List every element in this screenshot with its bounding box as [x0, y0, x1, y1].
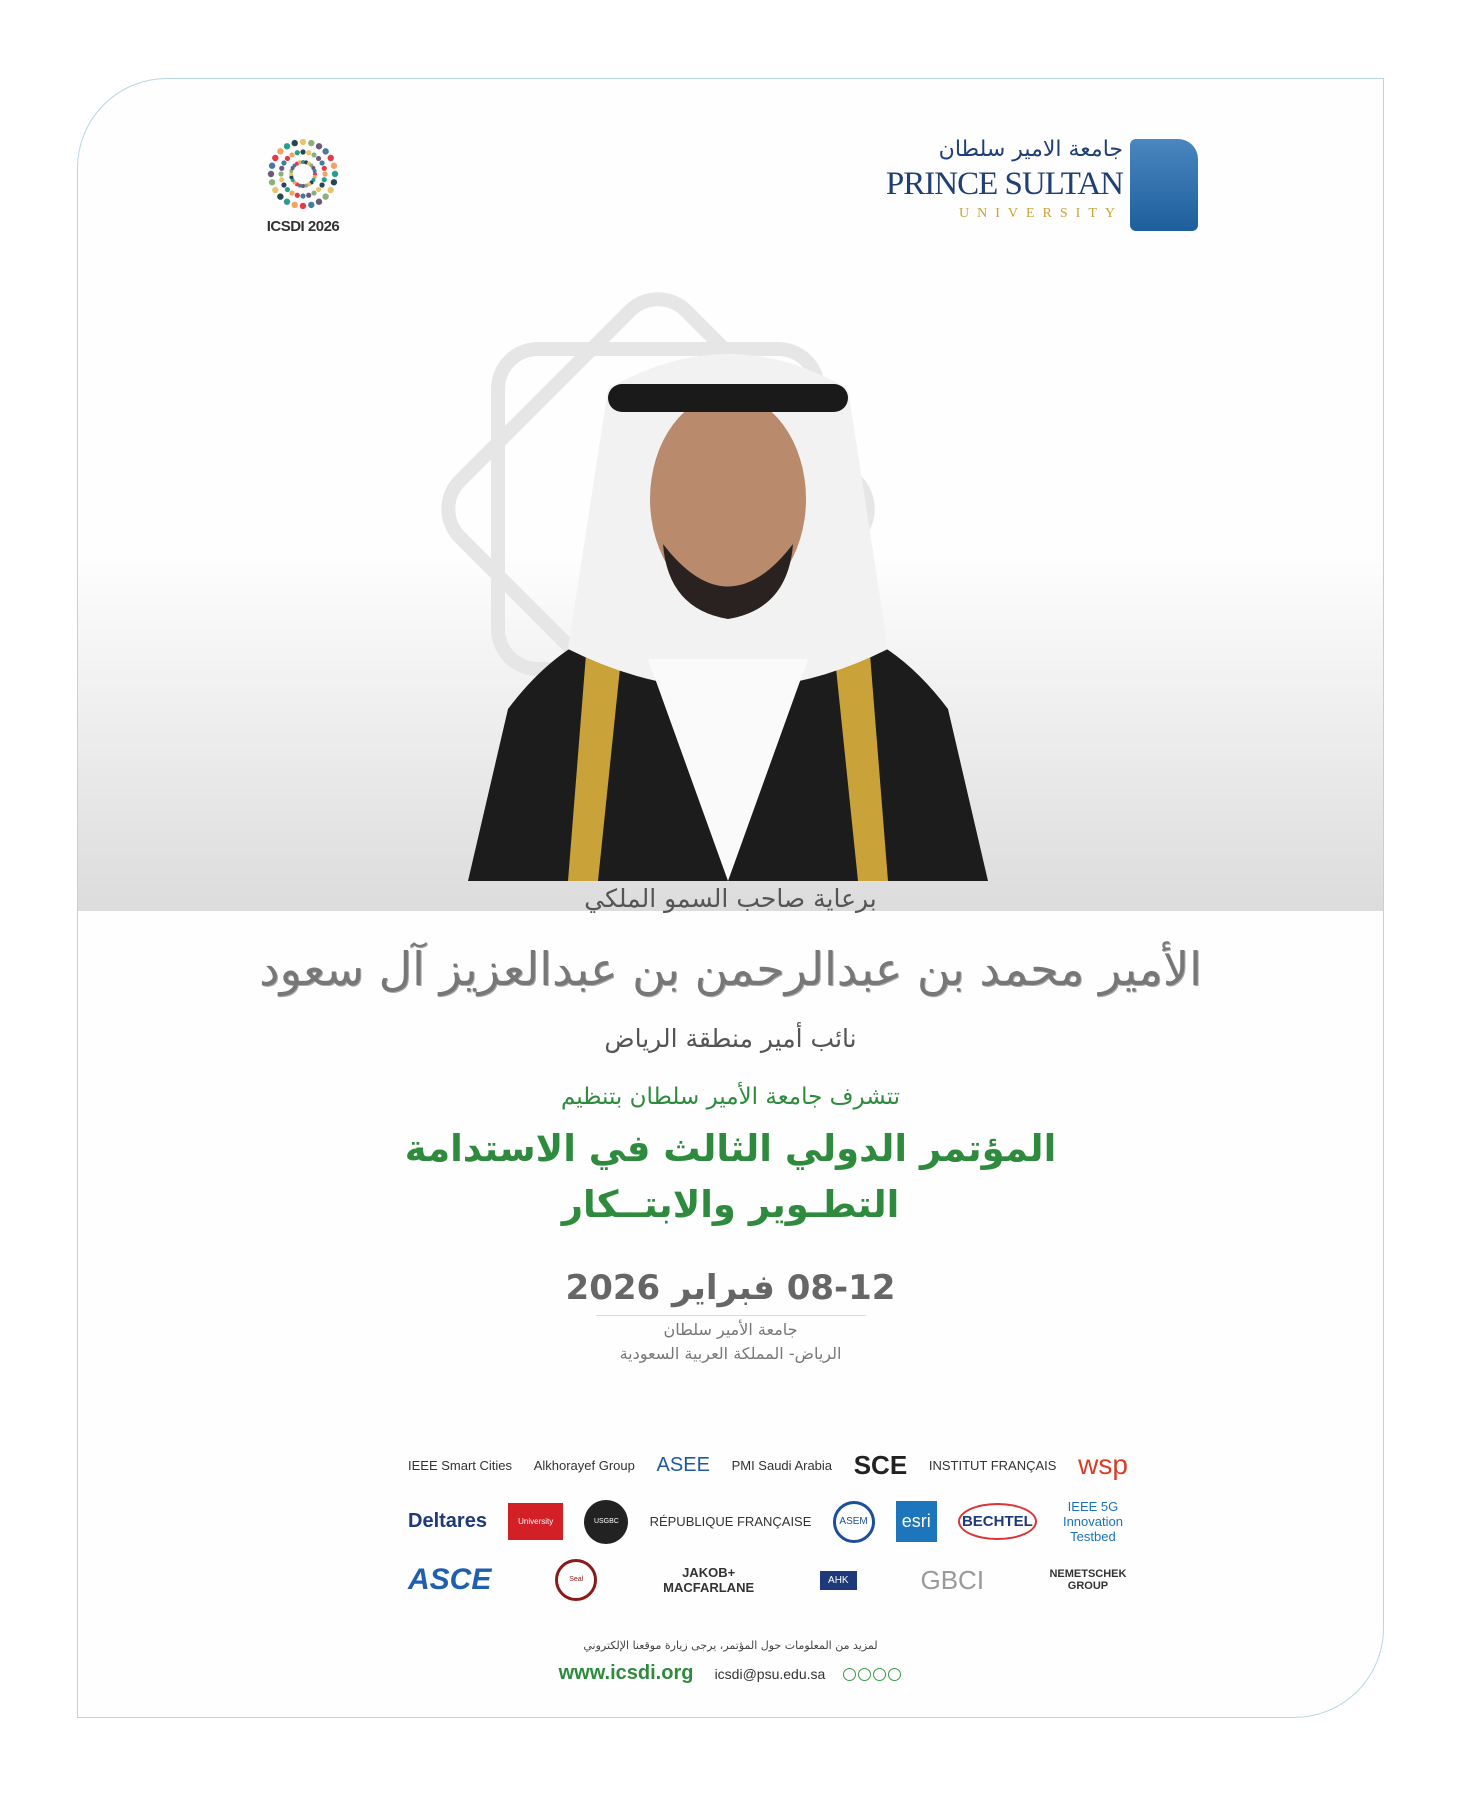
- social-icons: [842, 1664, 902, 1683]
- icsdi-dot: [316, 199, 322, 205]
- patron-portrait: [448, 329, 1008, 881]
- icsdi-dot: [331, 179, 337, 185]
- partner-logos-row-1: [408, 1449, 1128, 1481]
- icsdi-dot: [328, 187, 334, 193]
- icsdi-dot: [281, 160, 286, 165]
- icsdi-dot: [285, 156, 290, 161]
- icsdi-dots-icon: [263, 139, 343, 209]
- linkedin-icon[interactable]: [888, 1668, 901, 1681]
- venue-line1: جامعة الأمير سلطان: [663, 1320, 798, 1339]
- partner-logo: BECHTEL: [958, 1503, 1037, 1540]
- icsdi-dot: [277, 193, 283, 199]
- icsdi-dot: [322, 148, 328, 154]
- partner-logo: wsp: [1078, 1449, 1128, 1480]
- partner-logo: ASEM: [833, 1501, 875, 1543]
- icsdi-dot: [313, 169, 317, 173]
- partner-logo: Seal: [555, 1559, 597, 1601]
- icsdi-dot: [289, 190, 294, 195]
- icsdi-dot: [319, 182, 324, 187]
- icsdi-dot: [306, 150, 311, 155]
- partner-logo: AHK: [820, 1571, 857, 1590]
- icsdi-dot: [289, 152, 294, 157]
- patronage-intro: برعاية صاحب السمو الملكي: [584, 884, 877, 913]
- icsdi-dot: [278, 171, 283, 176]
- organizer-intro: تتشرف جامعة الأمير سلطان بتنظيم: [560, 1084, 901, 1110]
- partner-logo: University: [508, 1503, 563, 1540]
- conference-title-line1: المؤتمر الدولي الثالث في الاستدامة: [404, 1127, 1057, 1170]
- icsdi-dot: [308, 140, 314, 146]
- partner-logo: GBCI: [920, 1564, 985, 1595]
- psu-wordmark: [886, 135, 1123, 225]
- icsdi-dot: [300, 203, 306, 209]
- icsdi-dot: [269, 179, 275, 185]
- poster-card: [77, 78, 1384, 1718]
- footer-note: لمزيد من المعلومات حول المؤتمر، يرجى زيارة موقعنا الإلكتروني: [583, 1639, 878, 1652]
- icsdi-dot: [332, 171, 338, 177]
- icsdi-dot: [292, 202, 298, 208]
- partner-logo: ASCE: [408, 1563, 492, 1596]
- icsdi-dot: [284, 199, 290, 205]
- psu-logo: [858, 135, 1198, 235]
- icsdi-dot: [316, 143, 322, 149]
- partner-logo: PMI Saudi Arabia: [731, 1457, 833, 1473]
- icsdi-dot: [268, 171, 274, 177]
- icsdi-dot: [272, 187, 278, 193]
- icsdi-dot: [295, 150, 300, 155]
- icsdi-dot: [284, 143, 290, 149]
- partner-logo: NEMETSCHEK GROUP: [1049, 1568, 1127, 1592]
- icsdi-dot: [272, 155, 278, 161]
- venue-line2: الرياض- المملكة العربية السعودية: [619, 1344, 842, 1363]
- partner-logo: esri: [896, 1501, 937, 1542]
- website-link[interactable]: www.icsdi.org: [558, 1662, 694, 1684]
- icsdi-dot: [269, 163, 275, 169]
- icsdi-dot: [311, 152, 316, 157]
- icsdi-dot: [279, 166, 284, 171]
- icsdi-dot: [281, 182, 286, 187]
- icsdi-dot: [306, 193, 311, 198]
- icsdi-dot: [311, 190, 316, 195]
- partner-logo: IEEE 5G Innovation Testbed: [1062, 1499, 1123, 1544]
- partner-logo: Alkhorayef Group: [533, 1457, 635, 1473]
- icsdi-dot: [322, 171, 327, 176]
- main-text-column: [78, 879, 1383, 1366]
- partner-logo: USGBC: [584, 1500, 628, 1544]
- icsdi-dot: [331, 163, 337, 169]
- icsdi-dot: [316, 156, 321, 161]
- icsdi-dot: [322, 177, 327, 182]
- partner-logo: Deltares: [408, 1510, 487, 1532]
- icsdi-dot: [316, 187, 321, 192]
- facebook-icon[interactable]: [858, 1668, 871, 1681]
- instagram-icon[interactable]: [873, 1668, 886, 1681]
- icsdi-dot: [277, 148, 283, 154]
- psu-university-word: UNIVERSITY: [959, 206, 1123, 221]
- partner-logo: SCE: [853, 1449, 908, 1480]
- psu-emblem-icon: [1130, 139, 1198, 231]
- icsdi-dot: [308, 202, 314, 208]
- partner-logos-row-2: [408, 1499, 1128, 1544]
- patron-name-calligraphy: الأمير محمد بن عبدالرحمن بن عبدالعزيز آل سعود: [259, 942, 1202, 996]
- conference-title-line2: التطـوير والابتــكار: [561, 1183, 900, 1226]
- whatsapp-icon[interactable]: [843, 1668, 856, 1681]
- partner-logo: INSTITUT FRANÇAIS: [928, 1457, 1057, 1473]
- icsdi-dot: [300, 139, 306, 145]
- icsdi-logo-label: ICSDI 2026: [266, 218, 340, 235]
- icsdi-dot: [328, 155, 334, 161]
- footer: [78, 1635, 1383, 1690]
- icsdi-dot: [292, 140, 298, 146]
- partner-logo: ASEE: [656, 1453, 710, 1476]
- partner-logos-row-3: [408, 1559, 1128, 1601]
- icsdi-dot: [319, 160, 324, 165]
- icsdi-dot: [322, 166, 327, 171]
- icsdi-dot: [295, 193, 300, 198]
- partner-logo: IEEE Smart Cities: [408, 1457, 513, 1473]
- patron-title: نائب أمير منطقة الرياض: [604, 1024, 857, 1053]
- conference-date: 08-12 فبراير 2026: [565, 1268, 896, 1308]
- psu-name-en: PRINCE SULTAN: [885, 166, 1123, 202]
- icsdi-dot: [300, 149, 305, 154]
- psu-name-ar: جامعة الامير سلطان: [938, 137, 1123, 162]
- icsdi-dot: [322, 193, 328, 199]
- date-divider: [596, 1315, 866, 1316]
- email-link[interactable]: icsdi@psu.edu.sa: [714, 1666, 826, 1682]
- footer-contacts: [559, 1657, 903, 1690]
- icsdi-dot: [285, 187, 290, 192]
- icsdi-dot: [279, 177, 284, 182]
- icsdi-dot: [300, 193, 305, 198]
- icsdi-logo: [258, 139, 348, 237]
- partner-logo: RÉPUBLIQUE FRANÇAISE: [649, 1514, 812, 1529]
- partner-logo: JAKOB+ MACFARLANE: [663, 1565, 755, 1595]
